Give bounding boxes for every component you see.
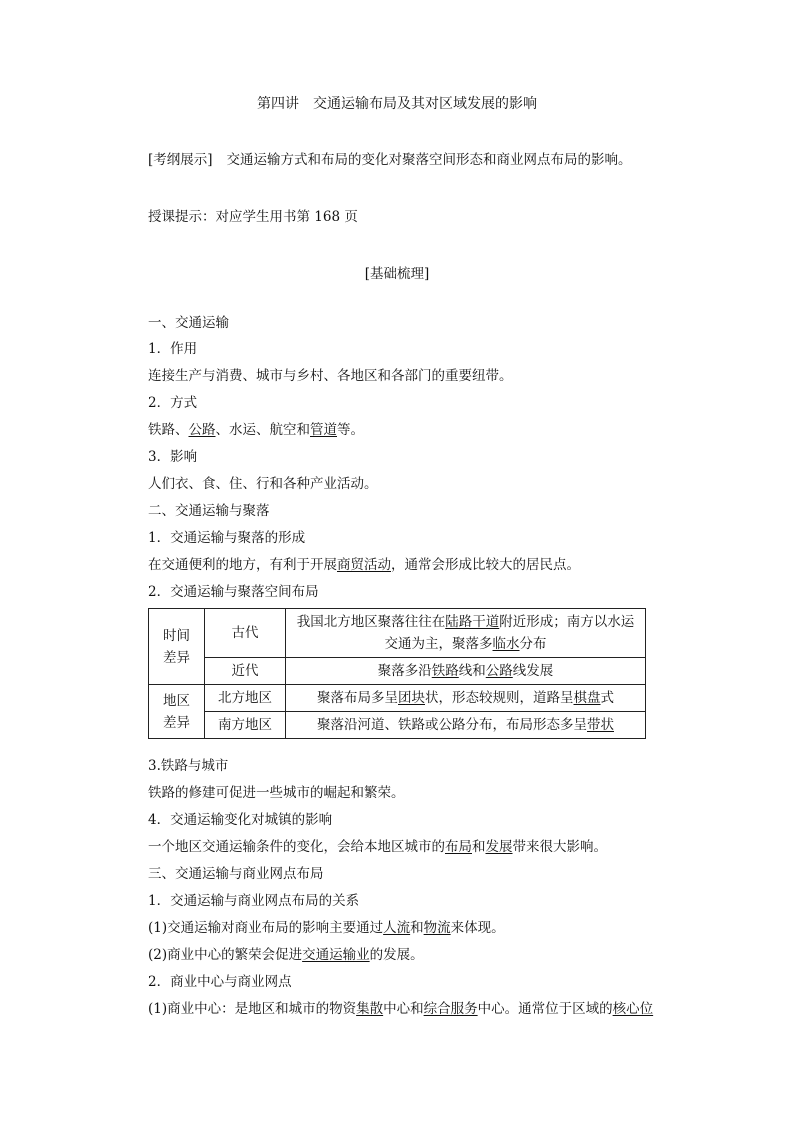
table-row bbox=[149, 685, 646, 712]
subheading-impact: 3．影响 bbox=[148, 449, 198, 465]
subheading-railway: 3.铁路与城市 bbox=[148, 758, 229, 774]
table-cell-modern: 近代 bbox=[205, 658, 286, 685]
text-span: 聚落沿河道、铁路或公路分布，布局形态多呈 bbox=[317, 717, 587, 733]
text-span: 中心和 bbox=[383, 1001, 424, 1017]
text-span: 附近形成；南方以水运 bbox=[499, 614, 635, 630]
paragraph-railway: 铁路的修建可促进一些城市的崛起和繁荣。 bbox=[148, 785, 405, 801]
blank-answer: 布局 bbox=[445, 839, 472, 855]
table-cell-south-desc bbox=[286, 712, 646, 739]
paragraph-impact: 人们衣、食、住、行和各种产业活动。 bbox=[148, 476, 378, 492]
text-span: 聚落多沿 bbox=[377, 663, 432, 679]
subheading-modes: 2．方式 bbox=[148, 395, 198, 411]
text-span: 的发展。 bbox=[369, 947, 424, 963]
text-span: 线和 bbox=[458, 663, 486, 679]
cell-text: 时间 bbox=[163, 627, 190, 644]
text-span: 在交通便利的地方，有利于开展 bbox=[148, 557, 337, 573]
blank-answer: 物流 bbox=[423, 920, 451, 936]
table-cell-ancient-desc bbox=[286, 609, 646, 658]
table-row bbox=[149, 658, 646, 685]
text-span: (2)商业中心的繁荣会促进 bbox=[148, 947, 303, 963]
settlement-layout-table bbox=[148, 608, 646, 739]
outline-label: [考纲展示] bbox=[148, 152, 213, 168]
blank-answer: 集散 bbox=[356, 1001, 384, 1017]
outline-text: 交通运输方式和布局的变化对聚落空间形态和商业网点布局的影响。 bbox=[226, 152, 632, 168]
text-span: 状，形态较规则，道路呈 bbox=[425, 690, 574, 706]
blank-answer: 公路 bbox=[485, 663, 513, 679]
blank-answer: 公路 bbox=[188, 422, 216, 438]
subheading-commerce-center: 2．商业中心与商业网点 bbox=[148, 974, 292, 990]
text-span: 等。 bbox=[337, 422, 364, 438]
blank-answer: 带状 bbox=[587, 717, 614, 733]
outline-line bbox=[148, 150, 632, 170]
table-cell-region-label bbox=[149, 685, 205, 739]
text-span: 中心。通常位于区域的 bbox=[477, 1001, 613, 1017]
paragraph-commerce-2 bbox=[148, 945, 424, 965]
table-cell-north-desc bbox=[286, 685, 646, 712]
heading-s3: 三、交通运输与商业网点布局 bbox=[148, 866, 324, 882]
text-span: 、水运、航空和 bbox=[215, 422, 310, 438]
table-cell-time-label bbox=[149, 609, 205, 685]
subheading-layout: 2．交通运输与聚落空间布局 bbox=[148, 584, 319, 600]
text-span: 我国北方地区聚落往往在 bbox=[296, 614, 446, 630]
teaching-hint: 授课提示：对应学生用书第 168 页 bbox=[148, 209, 358, 225]
section-heading: [基础梳理] bbox=[364, 266, 430, 282]
blank-answer: 管道 bbox=[310, 422, 337, 438]
text-span: 一个地区交通运输条件的变化，会给本地区城市的 bbox=[148, 839, 445, 855]
text-span: 和 bbox=[472, 839, 486, 855]
table-row bbox=[149, 712, 646, 739]
blank-answer: 棋盘 bbox=[573, 690, 601, 706]
table-cell-south: 南方地区 bbox=[205, 712, 286, 739]
text-span: (1)交通运输对商业布局的影响主要通过 bbox=[148, 920, 384, 936]
subheading-role: 1．作用 bbox=[148, 341, 198, 357]
blank-answer: 临水 bbox=[492, 636, 520, 652]
blank-answer: 发展 bbox=[485, 839, 513, 855]
blank-answer: 综合服务 bbox=[423, 1001, 478, 1017]
table-cell-ancient: 古代 bbox=[205, 609, 286, 658]
cell-text: 地区 bbox=[163, 692, 190, 709]
table-row bbox=[149, 609, 646, 658]
blank-answer: 陆路干道 bbox=[445, 614, 500, 630]
paragraph-town-impact bbox=[148, 837, 607, 857]
heading-s2: 二、交通运输与聚落 bbox=[148, 503, 270, 519]
subheading-formation: 1．交通运输与聚落的形成 bbox=[148, 530, 306, 546]
blank-answer: 人流 bbox=[383, 920, 411, 936]
blank-answer: 商贸活动 bbox=[337, 557, 391, 573]
subheading-commerce-relation: 1．交通运输与商业网点布局的关系 bbox=[148, 893, 360, 909]
page-title: 第四讲 交通运输布局及其对区域发展的影响 bbox=[257, 96, 537, 112]
blank-answer: 团块 bbox=[398, 690, 425, 706]
text-span: 来体现。 bbox=[450, 920, 505, 936]
blank-answer: 交通运输业 bbox=[302, 947, 370, 963]
text-span: 和 bbox=[410, 920, 424, 936]
blank-answer: 核心位 bbox=[612, 1001, 654, 1017]
subheading-town-impact: 4．交通运输变化对城镇的影响 bbox=[148, 812, 333, 828]
text-span: 分布 bbox=[519, 636, 547, 652]
blank-answer: 铁路 bbox=[431, 663, 459, 679]
table-cell-modern-desc bbox=[286, 658, 646, 685]
text-span: 铁路、 bbox=[148, 422, 189, 438]
paragraph-formation bbox=[148, 555, 580, 575]
cell-text: 差异 bbox=[163, 649, 190, 666]
paragraph-commerce-1 bbox=[148, 918, 505, 938]
text-span: 聚落布局多呈 bbox=[317, 690, 398, 706]
table-cell-north: 北方地区 bbox=[205, 685, 286, 712]
cell-text: 差异 bbox=[163, 714, 190, 731]
text-span: ，通常会形成比较大的居民点。 bbox=[391, 557, 580, 573]
heading-s1: 一、交通运输 bbox=[148, 315, 229, 331]
text-span: 交通为主，聚落多 bbox=[384, 636, 493, 652]
text-span: 带来很大影响。 bbox=[512, 839, 607, 855]
paragraph-commerce-3 bbox=[148, 999, 653, 1019]
paragraph-modes bbox=[148, 420, 364, 440]
text-span: (1)商业中心：是地区和城市的物资 bbox=[148, 1001, 357, 1017]
text-span: 线发展 bbox=[512, 663, 554, 679]
text-span: 式 bbox=[600, 690, 614, 706]
paragraph-role: 连接生产与消费、城市与乡村、各地区和各部门的重要纽带。 bbox=[148, 368, 513, 384]
